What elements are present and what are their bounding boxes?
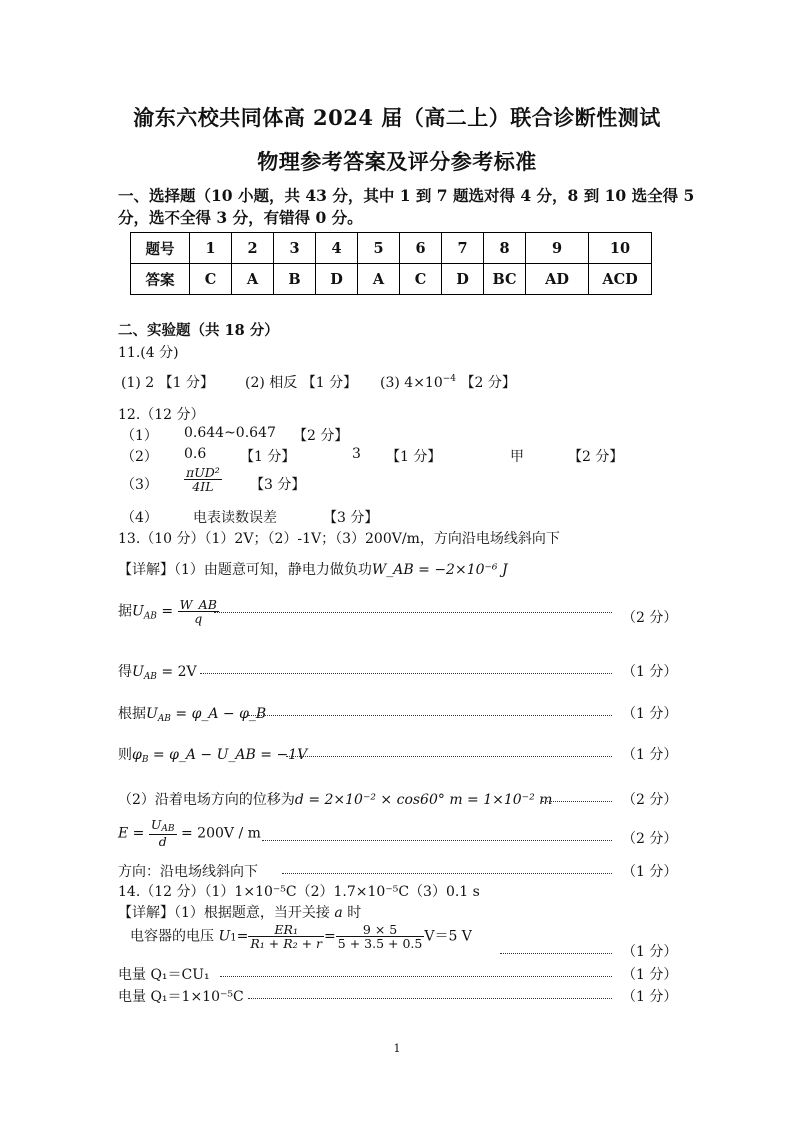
q13-step3-prefix: 根据 <box>118 706 146 722</box>
q13-step1-numerator: W_AB <box>179 597 217 612</box>
table-answer-cell: D <box>442 264 484 295</box>
q12-r4-points: 【3 分】 <box>323 510 379 526</box>
leader-dots <box>248 715 612 716</box>
table-number-cell: 6 <box>400 233 442 264</box>
q12-r3-label: （3） <box>121 477 158 493</box>
q11-heading: 11.(4 分) <box>118 345 179 361</box>
q13-step7-text: 方向：沿电场线斜向下 <box>118 864 258 880</box>
q13-detail-text: 【详解】（1）由题意可知，静电力做负功 <box>118 562 372 578</box>
q11-part3-value: (3) 4×10 <box>380 375 443 391</box>
q13-step4-points: （1 分） <box>622 747 678 763</box>
q11-part3-points: 【2 分】 <box>460 375 516 391</box>
q13-step5-text: （2）沿着电场方向的位移为 <box>118 792 295 808</box>
q13-step7-points: （1 分） <box>622 864 678 880</box>
leader-dots <box>262 840 612 841</box>
table-answer-cell: B <box>274 264 316 295</box>
leader-dots <box>248 998 612 999</box>
table-header-answer: 答案 <box>131 264 190 295</box>
q11-part3-exponent: −4 <box>442 374 457 384</box>
q13-step2-tail: = 2V <box>161 664 197 680</box>
q13-step5-points: （2 分） <box>622 792 678 808</box>
q14-step1: 电容器的电压 U1= $\frac{\text{ER₁}}{\text{R₁ + R₂ + r}}$ = $\frac{9 \times 5}{5 + 3.5 + 0.5}$ V＝5 V <box>130 922 472 952</box>
leader-dots <box>200 673 612 674</box>
q12-heading: 12.（12 分） <box>118 407 205 423</box>
q14-step1-numerator2: 9 × 5 <box>336 923 425 937</box>
table-number-cell: 7 <box>442 233 484 264</box>
q13-step6: E = $\frac{U_{AB}}{d}$ = 200V / m <box>118 817 261 850</box>
q14-detail-text: 【详解】（1）根据题意，当开关接 <box>118 905 330 921</box>
q13-step3-tail: = φ_A − φ_B <box>175 706 267 722</box>
q13-step2-prefix: 得 <box>118 664 132 680</box>
q14-step1-numerator1: ER₁ <box>248 923 324 937</box>
q14-step2-points: （1 分） <box>622 967 678 983</box>
q13-step3: 根据$U_{AB}$ = φ_A − φ_B <box>118 706 267 724</box>
q13-detail <box>118 559 508 579</box>
table-number-cell: 3 <box>274 233 316 264</box>
table-answer-cell: C <box>400 264 442 295</box>
q12-r2-value-c: 甲 <box>510 449 524 465</box>
table-answer-cell: AD <box>526 264 589 295</box>
q13-step2: 得$U_{AB} = 2V$ <box>118 664 197 682</box>
section1-line1: 一、选择题（10 小题，共 43 分，其中 1 到 7 题选对得 4 分，8 到 10 选全得 5 <box>118 186 695 205</box>
q13-step4: 则$\varphi_B$ = φ_A − U_AB = −1V <box>118 747 308 765</box>
q12-r2-points-b: 【1 分】 <box>386 449 442 465</box>
leader-dots <box>220 976 612 977</box>
q12-r2-value-a: 0.6 <box>184 446 207 462</box>
section2-heading: 二、实验题（共 18 分） <box>118 322 279 339</box>
table-header-number: 题号 <box>131 233 190 264</box>
table-number-cell: 5 <box>358 233 400 264</box>
table-answer-cell: A <box>232 264 274 295</box>
q12-r3-denominator: 4IL <box>192 479 214 495</box>
q14-detail-end: 时 <box>347 905 362 921</box>
leader-dots <box>282 873 612 874</box>
q12-r3-points: 【3 分】 <box>250 477 306 493</box>
q14-step2-text: 电量 Q₁＝CU₁ <box>118 967 210 983</box>
q13-heading: 13.（10 分）（1）2V；（2）-1V；（3）200V/m，方向沿电场线斜向下 <box>118 531 560 547</box>
q14-detail-var: a <box>334 905 343 921</box>
q13-step6-tail: = 200V / m <box>181 825 261 842</box>
table-number-cell: 10 <box>589 233 652 264</box>
q13-step1-denominator: q <box>194 611 203 627</box>
q11-part3 <box>380 372 516 392</box>
section1-line2: 分，选不全得 3 分，有错得 0 分。 <box>118 208 363 227</box>
q12-r2-label: （2） <box>121 449 158 465</box>
table-answer-cell: C <box>190 264 232 295</box>
answer-table <box>130 232 652 295</box>
leader-dots <box>542 801 612 802</box>
q14-heading: 14.（12 分）（1）1×10⁻⁵C（2）1.7×10⁻⁵C（3）0.1 s <box>118 884 480 900</box>
q14-step1-denominator2: 5 + 3.5 + 0.5 <box>337 936 423 952</box>
q13-step1-prefix: 据 <box>118 603 132 620</box>
page-title: 渝东六校共同体高 2024 届（高二上）联合诊断性测试 <box>133 105 661 130</box>
leader-dots <box>500 953 612 954</box>
q14-step3-text: 电量 Q₁＝1×10⁻⁵C <box>118 989 244 1005</box>
q13-step5-math: d = 2×10⁻² × cos60° m = 1×10⁻² m <box>294 792 553 808</box>
q12-r4-label: （4） <box>121 510 158 526</box>
q14-step1-tail: V＝5 V <box>424 928 472 945</box>
leader-dots <box>286 756 612 757</box>
table-answer-cell: A <box>358 264 400 295</box>
table-number-cell: 4 <box>316 233 358 264</box>
q12-r2-value-b: 3 <box>352 446 361 462</box>
q14-step1-denominator1: R₁ + R₂ + r <box>250 936 323 952</box>
q11-part1: (1) 2 【1 分】 <box>121 375 214 391</box>
q13-step2-points: （1 分） <box>622 664 678 680</box>
q13-step4-prefix: 则 <box>118 747 132 763</box>
q12-r3-fraction <box>184 466 222 493</box>
q12-r1-points: 【2 分】 <box>293 428 349 444</box>
q14-step3-points: （1 分） <box>622 989 678 1005</box>
q12-r1-value: 0.644~0.647 <box>184 425 276 441</box>
table-answer-cell: D <box>316 264 358 295</box>
answer-table-number-row <box>131 233 652 264</box>
table-answer-cell: BC <box>484 264 526 295</box>
leader-dots <box>214 612 612 613</box>
q14-detail <box>118 902 361 922</box>
table-number-cell: 9 <box>526 233 589 264</box>
q13-step1: 据$U_{AB}$ = $\frac{W\_AB}{q}$ <box>118 597 217 627</box>
q13-step5 <box>118 789 552 809</box>
page-subtitle: 物理参考答案及评分参考标准 <box>257 149 537 174</box>
page-number: 1 <box>393 1042 401 1055</box>
q13-step6-points: （2 分） <box>622 831 678 847</box>
q13-detail-math: W_AB = −2×10⁻⁶ J <box>371 562 508 578</box>
q13-step4-tail: = φ_A − U_AB = −1V <box>152 747 308 763</box>
q11-part2: (2) 相反 【1 分】 <box>245 375 358 391</box>
table-number-cell: 8 <box>484 233 526 264</box>
q12-r1-label: （1） <box>121 428 158 444</box>
q14-step1-points: （1 分） <box>622 944 678 960</box>
answer-table-answer-row <box>131 264 652 295</box>
q14-step1-prefix: 电容器的电压 <box>130 928 214 945</box>
q12-r4-value: 电表读数误差 <box>193 510 277 526</box>
q12-r3-numerator: πUD² <box>186 465 220 480</box>
q13-step3-points: （1 分） <box>622 706 678 722</box>
q13-step1-points: （2 分） <box>622 610 678 626</box>
table-answer-cell: ACD <box>589 264 652 295</box>
table-number-cell: 2 <box>232 233 274 264</box>
table-number-cell: 1 <box>190 233 232 264</box>
q12-r2-points-c: 【2 分】 <box>568 449 624 465</box>
q12-r2-points-a: 【1 分】 <box>240 449 296 465</box>
